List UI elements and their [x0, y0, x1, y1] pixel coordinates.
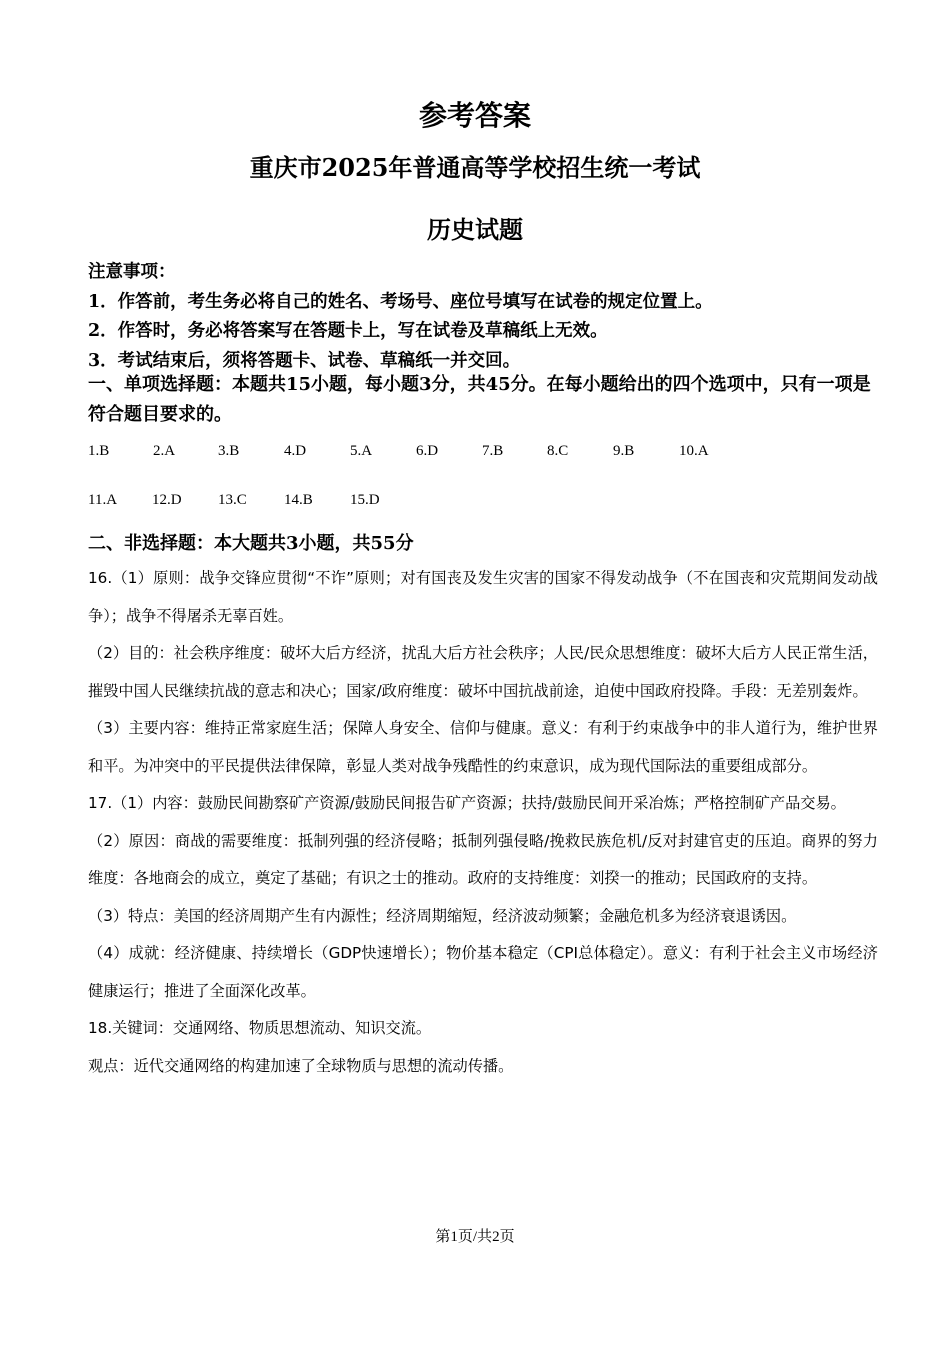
answer-paragraph: （2）目的：社会秩序维度：破坏大后方经济，扰乱大后方社会秩序；人民/民众思想维度：破坏大后方人民正常生活，摧毁中国人民继续抗战的意志和决心；国家/政府维度：破坏中国抗战前途，迫使中国政府投降。手段：无差别轰炸。	[88, 644, 878, 700]
exam-title: 重庆市2025年普通高等学校招生统一考试	[249, 153, 701, 182]
answer-paragraph: 16.（1）原则：战争交锋应贯彻“不诈”原则；对有国丧及发生灾害的国家不得发动战争（不在国丧和灾荒期间发动战争）；战争不得屠杀无辜百姓。	[88, 569, 878, 625]
answer-paragraph: 17.（1）内容：鼓励民间勘察矿产资源/鼓励民间报告矿产资源；扶持/鼓励民间开采冶炼；严格控制矿产品交易。	[88, 794, 846, 812]
answer-item: 9.B	[613, 443, 635, 459]
answer-body	[88, 560, 878, 1085]
answer-paragraph: 18.关键词：交通网络、物质思想流动、知识交流。	[88, 1019, 432, 1037]
notes-heading: 注意事项：	[88, 262, 176, 282]
note-item: 1．作答前，考生务必将自己的姓名、考场号、座位号填写在试卷的规定位置上。	[88, 291, 713, 312]
subject-title: 历史试题	[427, 215, 523, 244]
section2-heading: 二、非选择题：本大题共3小题，共55分	[88, 533, 414, 554]
answer-item: 2.A	[153, 443, 176, 459]
answer-item: 15.D	[350, 492, 380, 508]
answer-item: 11.A	[88, 492, 118, 508]
answer-item: 1.B	[88, 443, 110, 459]
answer-item: 5.A	[350, 443, 373, 459]
section1-heading: 一、单项选择题：本题共15小题，每小题3分，共45分。在每小题给出的四个选项中，只有一项是符合题目要求的。	[88, 374, 871, 425]
answer-item: 8.C	[547, 443, 569, 459]
answer-paragraph: （2）原因：商战的需要维度：抵制列强的经济侵略；抵制列强侵略/挽救民族危机/反对封建官吏的压迫。商界的努力维度：各地商会的成立，奠定了基础；有识之士的推动。政府的支持维度：刘揆一的推动；民国政府的支持。	[88, 831, 878, 887]
note-item: 2．作答时，务必将答案写在答题卡上，写在试卷及草稿纸上无效。	[88, 321, 608, 341]
answer-item: 6.D	[416, 443, 439, 459]
document-title: 参考答案	[418, 99, 531, 132]
answer-item: 14.B	[284, 492, 313, 508]
answer-item: 12.D	[152, 492, 182, 508]
answer-item: 4.D	[284, 443, 307, 459]
answer-paragraph: （3）特点：美国的经济周期产生有内源性；经济周期缩短，经济波动频繁；金融危机多为经济衰退诱因。	[88, 906, 797, 925]
answer-item: 13.C	[218, 492, 247, 508]
answer-item: 10.A	[679, 443, 709, 459]
note-item: 3．考试结束后，须将答题卡、试卷、草稿纸一并交回。	[88, 350, 521, 371]
answer-paragraph: 观点：近代交通网络的构建加速了全球物质与思想的流动传播。	[88, 1056, 514, 1075]
page-footer: 第1页/共2页	[435, 1229, 515, 1245]
answer-paragraph: （3）主要内容：维持正常家庭生活；保障人身安全、信仰与健康。意义：有利于约束战争中的非人道行为，维护世界和平。为冲突中的平民提供法律保障，彰显人类对战争残酷性的约束意识，成为现代国际法的重要组成部分。	[88, 719, 878, 775]
answer-item: 3.B	[218, 443, 240, 459]
notes-section	[88, 258, 878, 376]
answer-item: 7.B	[482, 443, 504, 459]
answer-paragraph: （4）成就：经济健康、持续增长（GDP快速增长）；物价基本稳定（CPI总体稳定）。意义：有利于社会主义市场经济健康运行；推进了全面深化改革。	[88, 944, 878, 1000]
